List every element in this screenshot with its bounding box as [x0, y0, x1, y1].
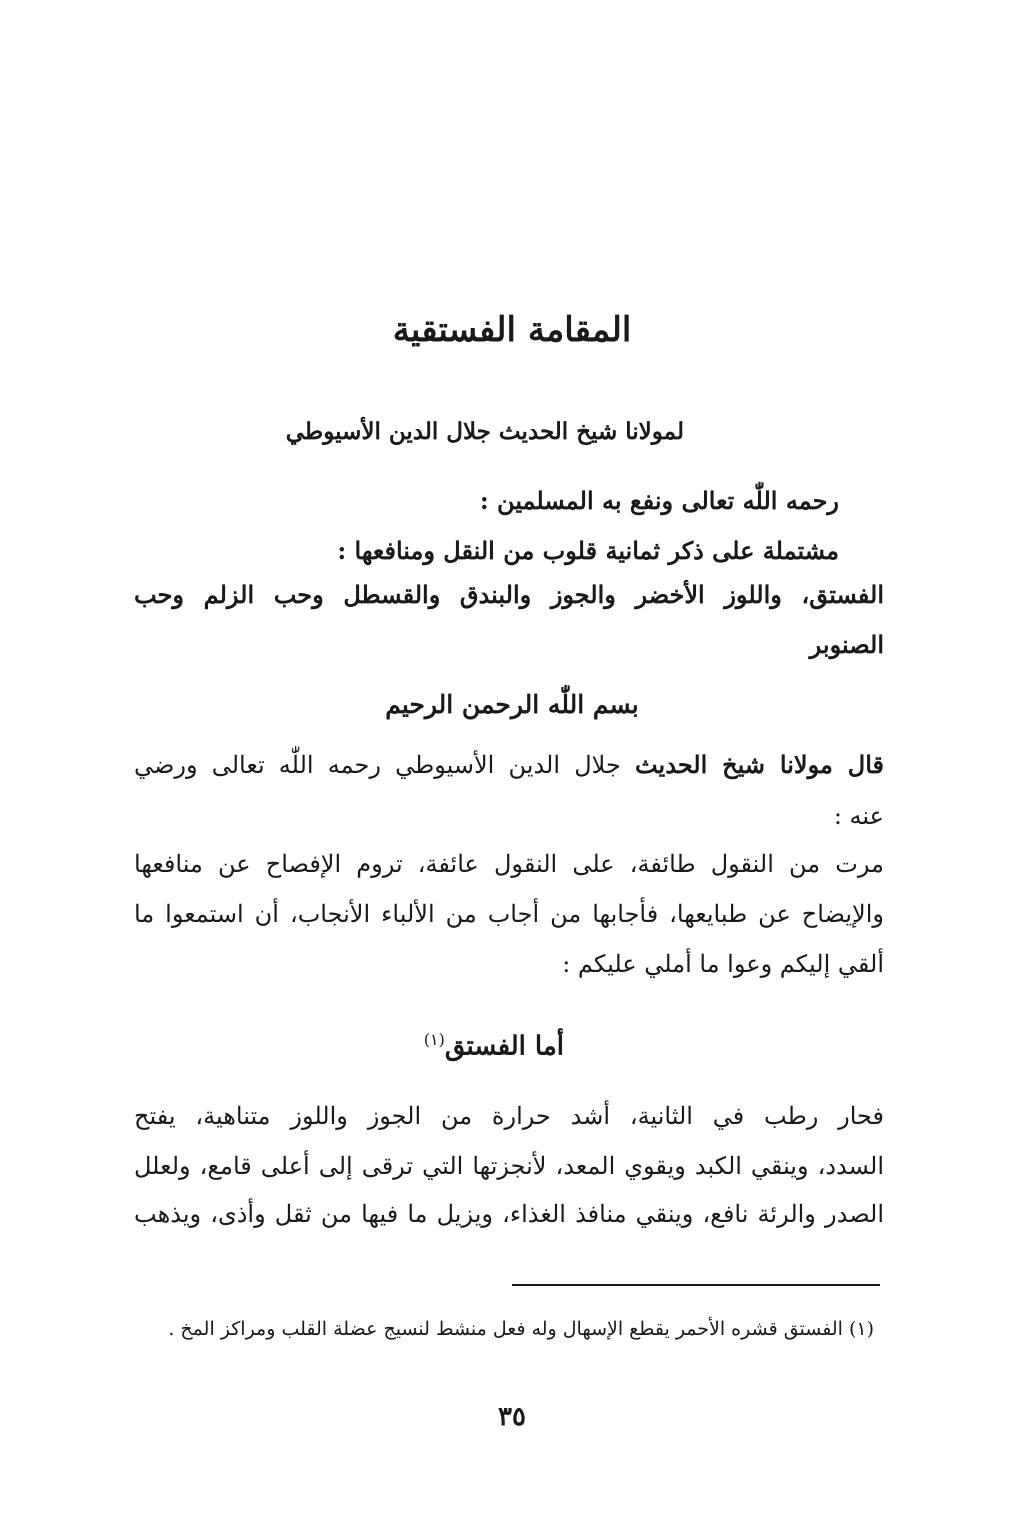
paragraph2-line-1: فحار رطب في الثانية، أشد حرارة من الجوز واللوز متناهية، يفتح: [134, 1102, 884, 1130]
author-line: لمولانا شيخ الحديث جلال الدين الأسيوطي: [285, 418, 684, 445]
qala-line-2: عنه :: [833, 802, 884, 830]
page-number: ٣٥: [498, 1402, 526, 1432]
paragraph1-line-1: مرت من النقول طائفة، على النقول عائفة، تروم الإفصاح عن منافعها: [134, 850, 884, 878]
paragraph2-line-2: السدد، وينقي الكبد ويقوي المعد، لأنجزتها التي ترقى إلى أعلى قامع، ولعلل: [134, 1152, 884, 1180]
footnote-marker: (١): [423, 1030, 445, 1049]
intro-line-4: الصنوبر: [809, 630, 884, 659]
section-heading: [424, 1030, 564, 1062]
qala-line-1: [134, 750, 884, 779]
page-title: المقامة الفستقية: [392, 310, 632, 350]
intro-line-2: مشتملة على ذكر ثمانية قلوب من النقل ومنافعها :: [337, 536, 839, 565]
section-heading-text: أما الفستق: [444, 1031, 564, 1062]
qala-bold-part: قال مولانا شيخ الحديث: [634, 750, 884, 779]
paragraph2-line-3: الصدر والرئة نافع، وينقي منافذ الغذاء، ويزيل ما فيها من ثقل وأذى، ويذهب: [134, 1200, 884, 1228]
intro-line-3: الفستق، واللوز الأخضر والجوز والبندق والقسطل وحب الزلم وحب: [134, 580, 884, 609]
footnote: (١) الفستق قشره الأحمر يقطع الإسهال وله فعل منشط لنسيج عضلة القلب ومراكز المخ .: [168, 1318, 874, 1340]
paragraph1-line-3: ألقي إليكم وعوا ما أملي عليكم :: [562, 950, 884, 978]
footnote-divider: [512, 1284, 880, 1286]
paragraph1-line-2: والإيضاح عن طبايعها، فأجابها من أجاب من الألباء الأنجاب، أن استمعوا ما: [134, 900, 884, 928]
qala-rest: جلال الدين الأسيوطي رحمه اللّٰه تعالى ورضي: [134, 751, 635, 779]
intro-line-1: رحمه اللّٰه تعالى ونفع به المسلمين :: [479, 486, 839, 515]
basmala: بسم اللّٰه الرحمن الرحيم: [385, 690, 639, 719]
